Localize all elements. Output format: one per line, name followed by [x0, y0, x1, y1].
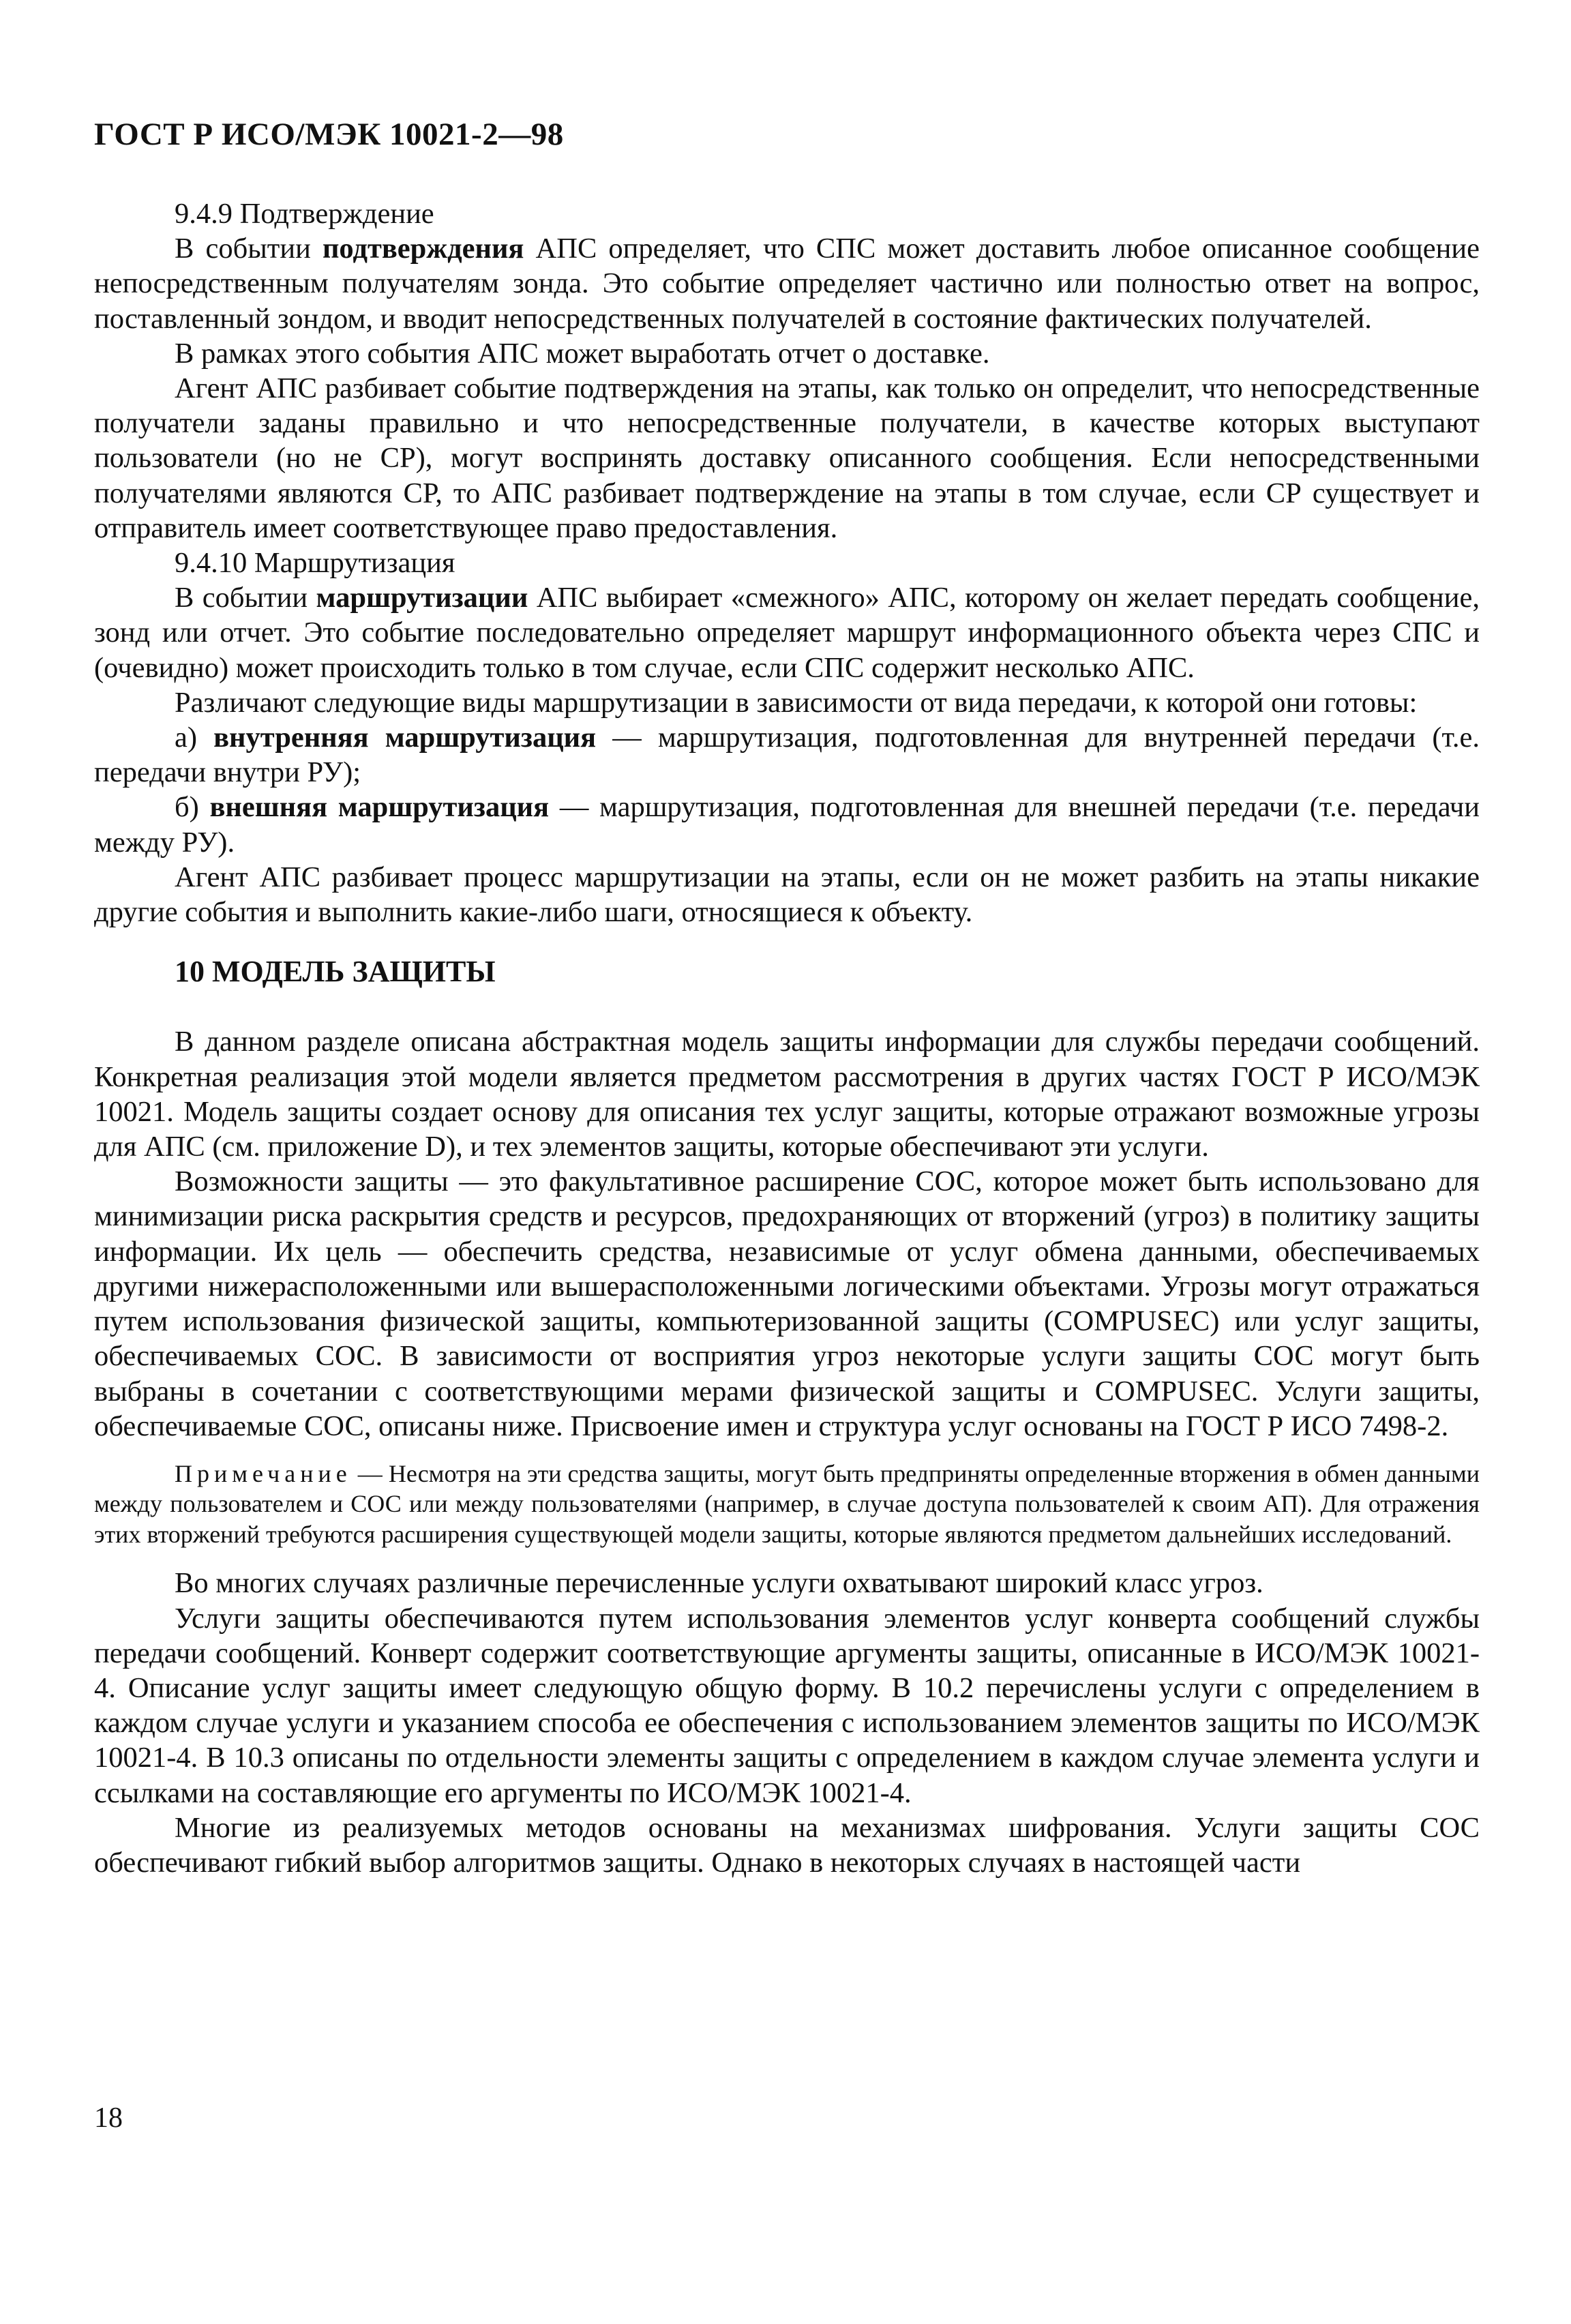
text-run: В событии: [175, 582, 316, 614]
bold-term: внутренняя маршрутизация: [213, 721, 597, 754]
paragraph: Возможности защиты — это факультативное расширение СОС, которое может быть использовано для минимизации риска раскрытия средств и ресурсов, предохраняющих от вторжений (угроз) в политику защиты информации. Их цель — обеспечить средства, независимые от услуг обмена данными, обеспечиваемых другими нижерасположенными или вышерасположенными логическими объектами. Угрозы могут отражаться путем использования физической защиты, компьютеризованной защиты (COMPUSEC) или услуг защиты, обеспечиваемых СОС. В зависимости от восприятия угроз некоторые услуги защиты СОС могут быть выбраны в сочетании с соответствующими мерами физической защиты и COMPUSEC. Услуги защиты, обеспечиваемые СОС, описаны ниже. Присвоение имен и структура услуг основаны на ГОСТ Р ИСО 7498-2.: [94, 1165, 1480, 1442]
paragraph: Многие из реализуемых методов основаны на механизмах шифрования. Услуги защиты СОС обеспечивают гибкий выбор алгоритмов защиты. Однако в некоторых случаях в настоящей части: [94, 1811, 1480, 1879]
paragraph: Услуги защиты обеспечиваются путем использования элементов услуг конверта сообщений службы передачи сообщений. Конверт содержит соответствующие аргументы защиты, описанные в ИСО/МЭК 10021-4. Описание услуг защиты имеет следующую общую форму. В 10.2 перечислены услуги с определением в каждом случае услуги и указанием способа ее обеспечения с использованием элементов защиты по ИСО/МЭК 10021-4. В 10.3 описаны по отдельности элементы защиты с определением в каждом случае элемента услуги и ссылками на составляющие его аргументы по ИСО/МЭК 10021-4.: [94, 1602, 1480, 1809]
paragraph: Агент АПС разбивает событие подтверждения на этапы, как только он определит, что непосредственные получатели заданы правильно и что непосредственные получатели, в качестве которых выступают пользователи (но не СР), могут воспринять доставку описанного сообщения. Если непосредственными получателями являются СР, то АПС разбивает подтверждение на этапы в том случае, если СР существует и отправитель имеет соответствующее право предоставления.: [94, 372, 1480, 544]
page-number: 18: [94, 2102, 123, 2134]
subsection-heading-9-4-10: 9.4.10 Маршрутизация: [175, 547, 455, 580]
bold-term: внешняя маршрутизация: [209, 791, 550, 824]
list-item-a: [94, 720, 1480, 790]
note-text: — Несмотря на эти средства защиты, могут быть предприняты определенные вторжения в обмен данными между пользователем и СОС или между пользователями (например, в случае доступа пользователей к своим АП). Для отражения этих вторжений требуются расширения существующей модели защиты, которые являются предметом дальнейших исследований.: [94, 1459, 1480, 1548]
text-run: — маршрутизация, подготовленная для внутренней передачи (т.е. передачи внутри РУ);: [94, 721, 1480, 789]
paragraph: Во многих случаях различные перечисленные услуги охватывают широкий класс угроз.: [175, 1567, 1263, 1600]
list-item-b: [94, 790, 1480, 859]
note: [94, 1459, 1480, 1550]
paragraph: [94, 231, 1480, 336]
text-run: АПС выбирает «смежного» АПС, которому он желает передать сообщение, зонд или отчет. Это событие последовательно определяет маршрут информационного объекта через СПС и (очевидно) может происходить только в том случае, если СПС содержит несколько АПС.: [94, 582, 1480, 684]
text-run: В событии: [175, 233, 323, 265]
paragraph: Агент АПС разбивает процесс маршрутизации на этапы, если он не может разбить на этапы никакие другие события и выполнить какие-либо шаги, относящиеся к объекту.: [94, 861, 1480, 929]
paragraph: [94, 580, 1480, 685]
section-title-10: 10 МОДЕЛЬ ЗАЩИТЫ: [175, 955, 496, 989]
text-run: АПС определяет, что СПС может доставить любое описанное сообщение непосредственным получателям зонда. Это событие определяет частично или полностью ответ на вопрос, поставленный зондом, и вводит непосредственных получателей в состояние фактических получателей.: [94, 233, 1480, 335]
body-text: [94, 196, 1480, 1880]
list-marker: б): [175, 791, 210, 824]
paragraph: Различают следующие виды маршрутизации в зависимости от вида передачи, к которой они готовы:: [175, 686, 1418, 719]
list-marker: а): [175, 721, 214, 754]
paragraph: В данном разделе описана абстрактная модель защиты информации для службы передачи сообщений. Конкретная реализация этой модели является предметом рассмотрения в других частях ГОСТ Р ИСО/МЭК 10021. Модель защиты создает основу для описания тех услуг защиты, которые отражают возможные угрозы для АПС (см. приложение D), и тех элементов защиты, которые обеспечивают эти услуги.: [94, 1026, 1480, 1163]
subsection-heading-9-4-9: 9.4.9 Подтверждение: [175, 198, 434, 230]
paragraph: В рамках этого события АПС может выработать отчет о доставке.: [175, 337, 990, 370]
page-header: ГОСТ Р ИСО/МЭК 10021-2—98: [94, 117, 564, 152]
bold-term: маршрутизации: [316, 582, 528, 614]
bold-term: подтверждения: [322, 233, 524, 265]
text-run: — маршрутизация, подготовленная для внешней передачи (т.е. передачи между РУ).: [94, 791, 1480, 859]
note-label: Примечание: [175, 1459, 352, 1487]
